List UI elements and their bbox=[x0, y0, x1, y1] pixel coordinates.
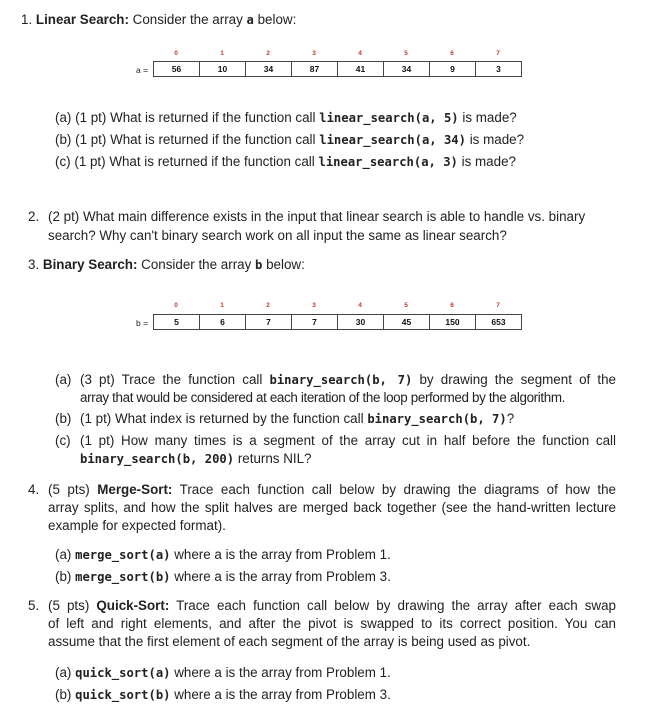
array-b-label: b = bbox=[136, 318, 149, 328]
array-cell: 45 bbox=[383, 314, 429, 330]
array-b-indices bbox=[153, 302, 521, 312]
problem-3c-line2: binary_search(b, 200) returns NIL? bbox=[80, 451, 312, 466]
problem-1c: (c) (1 pt) What is returned if the function call linear_search(a, 3) is made? bbox=[55, 154, 516, 169]
array-cell: 56 bbox=[153, 61, 199, 77]
array-cell: 150 bbox=[429, 314, 475, 330]
array-index-label: 7 bbox=[496, 302, 500, 309]
problem-3b-label: (b) bbox=[55, 411, 72, 426]
array-index-label: 5 bbox=[404, 302, 408, 309]
array-b bbox=[153, 314, 522, 330]
problem-4-number: 4. bbox=[28, 482, 40, 497]
problem-title: Binary Search: bbox=[42, 257, 138, 272]
problem-4-line2: array splits, and how the split halves are merged back together (see the hand-written lecture bbox=[48, 500, 616, 515]
problem-1a: (a) (1 pt) What is returned if the function call linear_search(a, 5) is made? bbox=[55, 110, 517, 125]
array-index-label: 5 bbox=[404, 50, 408, 57]
array-a-indices bbox=[153, 50, 521, 60]
problem-number: 1. bbox=[21, 12, 33, 27]
array-index-label: 3 bbox=[312, 50, 316, 57]
problem-1b: (b) (1 pt) What is returned if the function call linear_search(a, 34) is made? bbox=[55, 132, 525, 147]
array-cell: 34 bbox=[245, 61, 291, 77]
array-index-label: 3 bbox=[312, 302, 316, 309]
array-cell: 41 bbox=[337, 61, 383, 77]
array-cell: 34 bbox=[383, 61, 429, 77]
array-cell: 30 bbox=[337, 314, 383, 330]
problem-5-line3: assume that the first element of each segment of the array is being used as pivot. bbox=[48, 634, 531, 649]
problem-5a: (a) quick_sort(a) where a is the array from Problem 1. bbox=[55, 665, 391, 680]
array-cell: 653 bbox=[475, 314, 522, 330]
problem-5b: (b) quick_sort(b) where a is the array from Problem 3. bbox=[55, 687, 391, 702]
problem-5-line1: (5 pts) Quick-Sort: Trace each function call below by drawing the array after each swap bbox=[48, 598, 616, 613]
array-index-label: 2 bbox=[266, 50, 270, 57]
array-cell: 9 bbox=[429, 61, 475, 77]
problem-4a: (a) merge_sort(a) where a is the array from Problem 1. bbox=[55, 547, 391, 562]
array-a-label: a = bbox=[136, 65, 149, 75]
array-a bbox=[153, 61, 522, 77]
problem-3a-line2: array that would be considered at each iteration of the loop performed by the algorithm. bbox=[80, 390, 566, 405]
problem-3a-line1: (3 pt) Trace the function call binary_search(b, 7) by drawing the segment of the bbox=[80, 372, 616, 387]
problem-title: Linear Search: bbox=[35, 12, 129, 27]
array-index-label: 0 bbox=[174, 302, 178, 309]
problem-2-line1: (2 pt) What main difference exists in the input that linear search is able to handle vs. binary bbox=[48, 209, 586, 224]
array-cell: 10 bbox=[199, 61, 245, 77]
problem-4-line3: example for expected format). bbox=[48, 518, 226, 533]
array-cell: 87 bbox=[291, 61, 337, 77]
problem-2-line2: search? Why can't binary search work on all input the same as linear search? bbox=[48, 228, 507, 243]
problem-2-number: 2. bbox=[28, 209, 40, 224]
array-cell: 7 bbox=[291, 314, 337, 330]
array-index-label: 6 bbox=[450, 302, 454, 309]
array-cell: 5 bbox=[153, 314, 199, 330]
array-index-label: 7 bbox=[496, 50, 500, 57]
problem-4-line1: (5 pts) Merge-Sort: Trace each function call below by drawing the diagrams of how the bbox=[48, 482, 616, 497]
problem-3b: (1 pt) What index is returned by the function call binary_search(b, 7)? bbox=[80, 411, 515, 426]
array-index-label: 1 bbox=[220, 50, 224, 57]
problem-3c-line1: (1 pt) How many times is a segment of the array cut in half before the function call bbox=[80, 433, 616, 448]
problem-3-heading: 3. Binary Search: Consider the array b below: bbox=[28, 257, 305, 272]
problem-3a-label: (a) bbox=[55, 372, 72, 387]
array-index-label: 4 bbox=[358, 50, 362, 57]
array-cell: 7 bbox=[245, 314, 291, 330]
problem-5-number: 5. bbox=[28, 598, 40, 613]
problem-5-line2: of left and right elements, and after the pivot is swapped to its correct position. You can bbox=[48, 616, 616, 631]
problem-4b: (b) merge_sort(b) where a is the array from Problem 3. bbox=[55, 569, 391, 584]
problem-1-heading: 1. Linear Search: Consider the array a below: bbox=[21, 12, 297, 27]
problem-3c-label: (c) bbox=[55, 433, 71, 448]
array-index-label: 6 bbox=[450, 50, 454, 57]
array-index-label: 0 bbox=[174, 50, 178, 57]
array-cell: 6 bbox=[199, 314, 245, 330]
array-index-label: 4 bbox=[358, 302, 362, 309]
array-index-label: 2 bbox=[266, 302, 270, 309]
array-index-label: 1 bbox=[220, 302, 224, 309]
array-cell: 3 bbox=[475, 61, 522, 77]
